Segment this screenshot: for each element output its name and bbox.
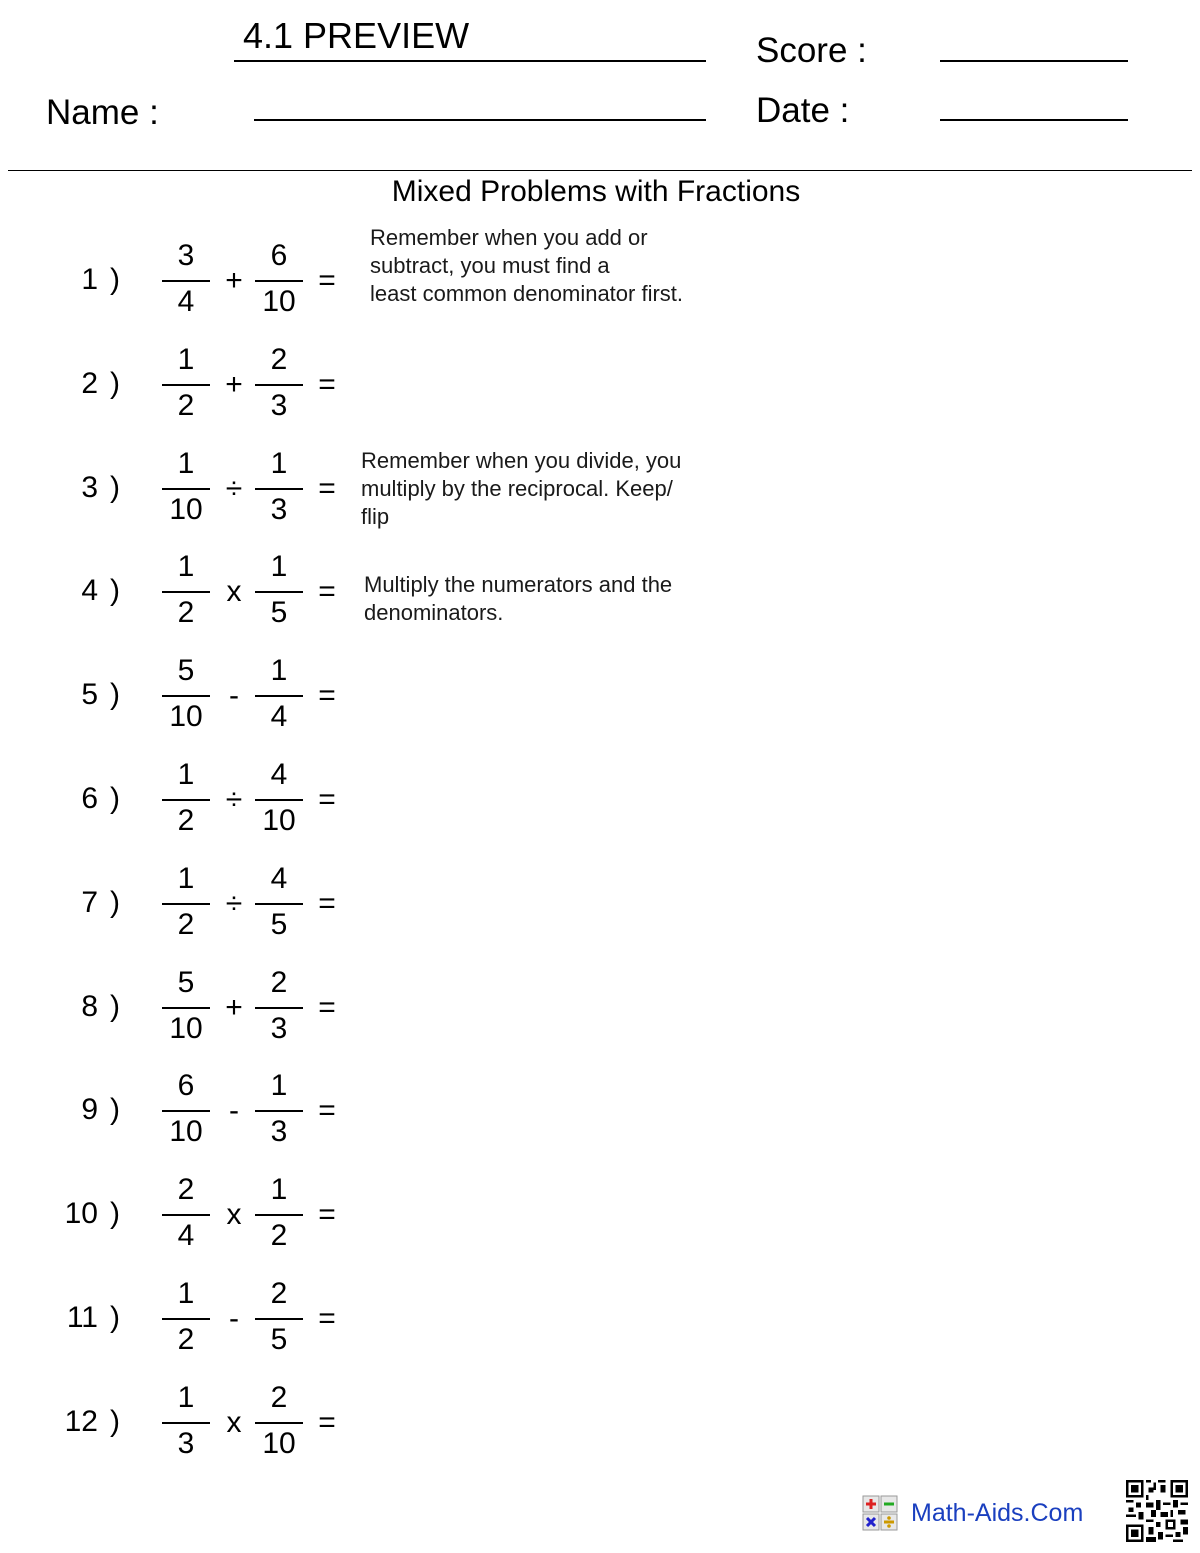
problem-10 <box>0 1167 360 1267</box>
equals-sign: = <box>318 472 336 505</box>
fraction-bar <box>162 591 210 593</box>
note-add-subtract: Remember when you add or subtract, you must find a least common denominator first. <box>370 225 684 306</box>
operator: ÷ <box>225 472 243 505</box>
denominator: 2 <box>177 1323 195 1356</box>
fraction-bar <box>162 1318 210 1320</box>
note-multiply: Multiply the numerators and the denominators. <box>364 572 673 625</box>
denominator: 2 <box>270 1219 288 1252</box>
problem-number <box>81 885 120 921</box>
problem-number-value: 11 <box>66 1301 98 1334</box>
problem-number-value: 7 <box>81 886 98 919</box>
denominator: 2 <box>177 908 195 941</box>
fraction-bar <box>162 695 210 697</box>
first-fraction <box>158 960 214 1060</box>
problem-number <box>67 1300 120 1336</box>
first-fraction <box>158 441 214 541</box>
fraction-bar <box>162 1422 210 1424</box>
operator: + <box>225 368 243 401</box>
problem-7 <box>0 856 360 956</box>
problem-number <box>65 1196 120 1232</box>
denominator: 10 <box>262 804 296 837</box>
fraction-bar <box>255 695 303 697</box>
denominator: 4 <box>270 700 288 733</box>
numerator: 1 <box>177 550 195 583</box>
problem-3 <box>0 441 360 541</box>
problem-number-paren: ) <box>110 574 120 607</box>
problem-number-value: 5 <box>81 678 98 711</box>
fraction-bar <box>255 903 303 905</box>
problem-4 <box>0 544 360 644</box>
denominator: 2 <box>177 804 195 837</box>
denominator: 2 <box>177 596 195 629</box>
fraction-bar <box>162 1214 210 1216</box>
equals-sign: = <box>318 1406 336 1439</box>
problem-number-paren: ) <box>110 1197 120 1230</box>
second-fraction <box>251 856 307 956</box>
brand-link[interactable]: Math-Aids.Com <box>911 1499 1084 1527</box>
problem-number-paren: ) <box>110 1093 120 1126</box>
problem-number-paren: ) <box>110 782 120 815</box>
fraction-bar <box>255 280 303 282</box>
problem-number-paren: ) <box>110 1301 120 1334</box>
equals-sign: = <box>318 887 336 920</box>
name-field[interactable] <box>254 119 706 121</box>
score-label: Score : <box>756 31 867 70</box>
worksheet-title: 4.1 PREVIEW <box>243 15 470 56</box>
equals-sign: = <box>318 783 336 816</box>
equals-sign: = <box>318 1302 336 1335</box>
operator: x <box>226 1406 242 1439</box>
fraction-bar <box>255 799 303 801</box>
denominator: 10 <box>169 493 203 526</box>
operator: ÷ <box>225 887 243 920</box>
numerator: 1 <box>177 1381 195 1414</box>
denominator: 4 <box>177 1219 195 1252</box>
numerator: 4 <box>270 862 288 895</box>
problem-11 <box>0 1271 360 1371</box>
equals-sign: = <box>318 1094 336 1127</box>
equals-sign: = <box>318 264 336 297</box>
fraction-bar <box>255 1422 303 1424</box>
denominator: 5 <box>270 908 288 941</box>
fraction-bar <box>255 488 303 490</box>
numerator: 1 <box>177 862 195 895</box>
first-fraction <box>158 1063 214 1163</box>
problem-number-paren: ) <box>110 678 120 711</box>
problem-number-value: 1 <box>81 263 98 296</box>
problem-number-paren: ) <box>110 990 120 1023</box>
first-fraction <box>158 1167 214 1267</box>
numerator: 1 <box>177 1277 195 1310</box>
problem-9 <box>0 1063 360 1163</box>
numerator: 2 <box>177 1173 195 1206</box>
fraction-bar <box>162 799 210 801</box>
problem-number-value: 2 <box>81 367 98 400</box>
second-fraction <box>251 960 307 1060</box>
first-fraction <box>158 752 214 852</box>
denominator: 2 <box>177 389 195 422</box>
fraction-bar <box>255 1110 303 1112</box>
operator: - <box>229 1302 239 1335</box>
numerator: 6 <box>270 239 288 272</box>
denominator: 4 <box>177 285 195 318</box>
equals-sign: = <box>318 679 336 712</box>
denominator: 3 <box>270 1115 288 1148</box>
date-label: Date : <box>756 91 850 130</box>
equals-sign: = <box>318 368 336 401</box>
problem-number <box>81 1092 120 1128</box>
problem-number-paren: ) <box>110 471 120 504</box>
problem-number-paren: ) <box>110 367 120 400</box>
title-underline <box>234 60 706 62</box>
second-fraction <box>251 544 307 644</box>
problem-number-value: 9 <box>81 1093 98 1126</box>
problem-number-paren: ) <box>110 1405 120 1438</box>
operator: x <box>226 1198 242 1231</box>
second-fraction <box>251 441 307 541</box>
second-fraction <box>251 1063 307 1163</box>
fraction-bar <box>255 591 303 593</box>
second-fraction <box>251 1167 307 1267</box>
fraction-bar <box>255 1007 303 1009</box>
equals-sign: = <box>318 991 336 1024</box>
problem-number <box>81 366 120 402</box>
problem-number <box>81 781 120 817</box>
first-fraction <box>158 1375 214 1475</box>
numerator: 2 <box>270 966 288 999</box>
equals-sign: = <box>318 1198 336 1231</box>
name-label: Name : <box>46 93 159 132</box>
first-fraction <box>158 856 214 956</box>
problem-number <box>81 573 120 609</box>
fraction-bar <box>162 280 210 282</box>
qr-code-icon <box>1126 1480 1188 1542</box>
numerator: 1 <box>270 447 288 480</box>
first-fraction <box>158 544 214 644</box>
problem-number <box>81 989 120 1025</box>
denominator: 10 <box>169 1115 203 1148</box>
problem-2 <box>0 337 360 437</box>
problem-number <box>81 677 120 713</box>
problem-number <box>65 1404 120 1440</box>
score-field[interactable] <box>940 60 1128 62</box>
problem-number-paren: ) <box>110 263 120 296</box>
numerator: 2 <box>270 343 288 376</box>
problem-5 <box>0 648 360 748</box>
fraction-bar <box>162 1110 210 1112</box>
denominator: 3 <box>270 389 288 422</box>
numerator: 2 <box>270 1381 288 1414</box>
date-field[interactable] <box>940 119 1128 121</box>
second-fraction <box>251 233 307 333</box>
numerator: 1 <box>177 343 195 376</box>
numerator: 1 <box>177 447 195 480</box>
problem-number <box>81 470 120 506</box>
problem-6 <box>0 752 360 852</box>
numerator: 3 <box>177 239 195 272</box>
problem-number-value: 12 <box>64 1405 98 1438</box>
fraction-bar <box>255 1318 303 1320</box>
problem-number-value: 6 <box>81 782 98 815</box>
numerator: 5 <box>177 966 195 999</box>
numerator: 1 <box>177 758 195 791</box>
problem-number <box>81 262 120 298</box>
fraction-bar <box>162 1007 210 1009</box>
operator: - <box>229 1094 239 1127</box>
numerator: 1 <box>270 1173 288 1206</box>
problem-number-value: 10 <box>64 1197 98 1230</box>
math-aids-logo-icon <box>862 1495 898 1531</box>
denominator: 3 <box>270 1012 288 1045</box>
operator: x <box>226 575 242 608</box>
numerator: 2 <box>270 1277 288 1310</box>
operator: ÷ <box>225 783 243 816</box>
fraction-bar <box>162 384 210 386</box>
numerator: 1 <box>270 1069 288 1102</box>
problem-number-paren: ) <box>110 886 120 919</box>
denominator: 10 <box>169 1012 203 1045</box>
denominator: 5 <box>270 596 288 629</box>
fraction-bar <box>255 384 303 386</box>
numerator: 6 <box>177 1069 195 1102</box>
problem-12 <box>0 1375 360 1475</box>
problem-number-value: 8 <box>81 990 98 1023</box>
problem-8 <box>0 960 360 1060</box>
first-fraction <box>158 648 214 748</box>
second-fraction <box>251 752 307 852</box>
denominator: 10 <box>262 1427 296 1460</box>
operator: + <box>225 264 243 297</box>
second-fraction <box>251 648 307 748</box>
denominator: 10 <box>262 285 296 318</box>
problem-1 <box>0 233 360 333</box>
operator: + <box>225 991 243 1024</box>
fraction-bar <box>162 488 210 490</box>
numerator: 1 <box>270 550 288 583</box>
second-fraction <box>251 1271 307 1371</box>
fraction-bar <box>255 1214 303 1216</box>
header-divider <box>8 170 1192 171</box>
first-fraction <box>158 337 214 437</box>
worksheet-subtitle: Mixed Problems with Fractions <box>391 175 801 208</box>
second-fraction <box>251 337 307 437</box>
first-fraction <box>158 1271 214 1371</box>
first-fraction <box>158 233 214 333</box>
denominator: 10 <box>169 700 203 733</box>
denominator: 3 <box>270 493 288 526</box>
second-fraction <box>251 1375 307 1475</box>
numerator: 1 <box>270 654 288 687</box>
operator: - <box>229 679 239 712</box>
numerator: 5 <box>177 654 195 687</box>
denominator: 5 <box>270 1323 288 1356</box>
denominator: 3 <box>177 1427 195 1460</box>
problem-number-value: 4 <box>81 574 98 607</box>
numerator: 4 <box>270 758 288 791</box>
problem-number-value: 3 <box>81 471 98 504</box>
fraction-bar <box>162 903 210 905</box>
note-divide: Remember when you divide, you multiply by the reciprocal. Keep/ flip <box>361 448 682 529</box>
equals-sign: = <box>318 575 336 608</box>
